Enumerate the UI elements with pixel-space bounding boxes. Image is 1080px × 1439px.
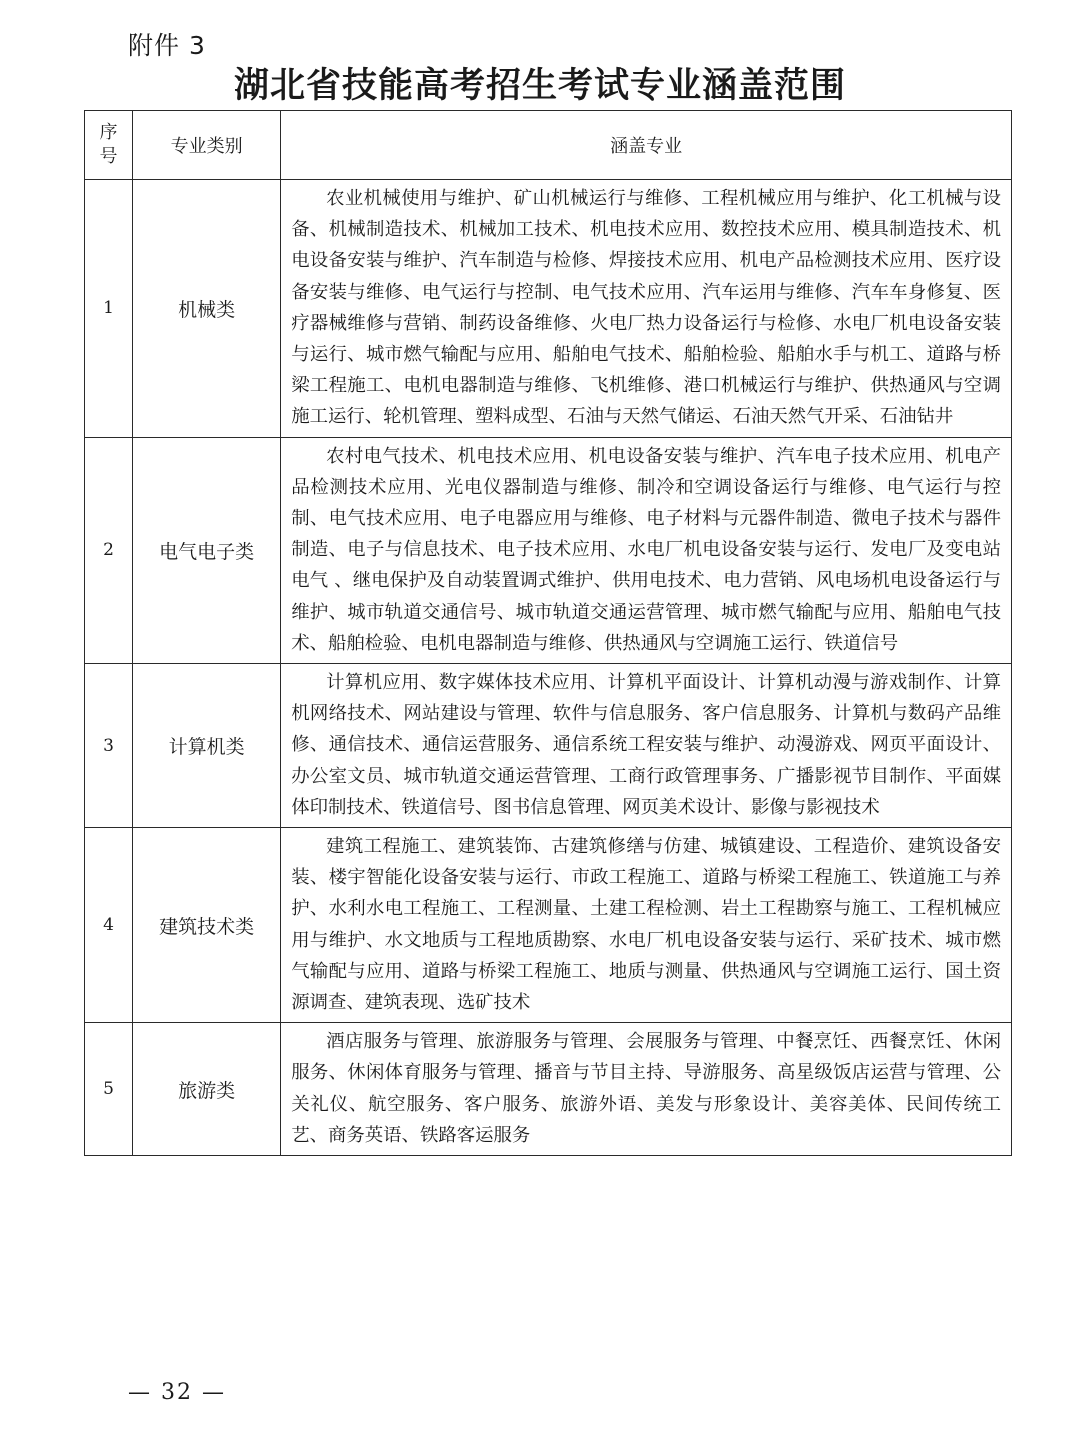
row-majors: 计算机应用、数字媒体技术应用、计算机平面设计、计算机动漫与游戏制作、计算机网络技术、网站建设与管理、软件与信息服务、客户信息服务、计算机与数码产品维修、通信技术、通信运营服务、通信系统工程安装与维护、动漫游戏、网页平面设计、办公室文员、城市轨道交通运营管理、工商行政管理事务、广播影视节目制作、平面媒体印制技术、铁道信号、图书信息管理、网页美术设计、影像与影视技术 <box>281 664 1012 828</box>
table-row <box>85 180 1012 438</box>
column-header-no <box>85 111 133 180</box>
row-number: 2 <box>85 437 133 663</box>
row-number: 1 <box>85 180 133 438</box>
row-number: 3 <box>85 664 133 828</box>
table-row <box>85 828 1012 1023</box>
row-category: 建筑技术类 <box>133 828 281 1023</box>
table-header-row <box>85 111 1012 180</box>
row-majors: 建筑工程施工、建筑装饰、古建筑修缮与仿建、城镇建设、工程造价、建筑设备安装、楼宇智能化设备安装与运行、市政工程施工、道路与桥梁工程施工、铁道施工与养护、水利水电工程施工、工程测量、土建工程检测、岩土工程勘察与施工、工程机械应用与维护、水文地质与工程地质勘察、水电厂机电设备安装与运行、采矿技术、城市燃气输配与应用、道路与桥梁工程施工、地质与测量、供热通风与空调施工运行、国土资源调查、建筑表现、选矿技术 <box>281 828 1012 1023</box>
table-row <box>85 1023 1012 1156</box>
column-header-category: 专业类别 <box>133 111 281 180</box>
row-majors: 农业机械使用与维护、矿山机械运行与维修、工程机械应用与维护、化工机械与设备、机械制造技术、机械加工技术、机电技术应用、数控技术应用、模具制造技术、机电设备安装与维护、汽车制造与检修、焊接技术应用、机电产品检测技术应用、医疗设备安装与维修、电气运行与控制、电气技术应用、汽车运用与维修、汽车车身修复、医疗器械维修与营销、制药设备维修、火电厂热力设备运行与检修、水电厂机电设备安装与运行、城市燃气输配与应用、船舶电气技术、船舶检验、船舶水手与机工、道路与桥梁工程施工、电机电器制造与维修、飞机维修、港口机械运行与维护、供热通风与空调施工运行、轮机管理、塑料成型、石油与天然气储运、石油天然气开采、石油钻井 <box>281 180 1012 438</box>
page-number: — 32 — <box>128 1380 226 1405</box>
table-row <box>85 437 1012 663</box>
document-title: 湖北省技能高考招生考试专业涵盖范围 <box>233 66 846 106</box>
row-category: 机械类 <box>133 180 281 438</box>
row-number: 5 <box>85 1023 133 1156</box>
row-number: 4 <box>85 828 133 1023</box>
table-row <box>85 664 1012 828</box>
row-majors: 农村电气技术、机电技术应用、机电设备安装与维护、汽车电子技术应用、机电产品检测技术应用、光电仪器制造与维修、制冷和空调设备运行与维修、电气运行与控制、电气技术应用、电子电器应用与维修、电子材料与元器件制造、微电子技术与器件制造、电子与信息技术、电子技术应用、水电厂机电设备安装与运行、发电厂及变电站电气 、继电保护及自动装置调式维护、供用电技术、电力营销、风电场机电设备运行与维护、城市轨道交通信号、城市轨道交通运营管理、城市燃气输配与应用、船舶电气技术、船舶检验、电机电器制造与维修、供热通风与空调施工运行、铁道信号 <box>281 437 1012 663</box>
row-category: 电气电子类 <box>133 437 281 663</box>
column-header-majors: 涵盖专业 <box>281 111 1012 180</box>
row-majors: 酒店服务与管理、旅游服务与管理、会展服务与管理、中餐烹饪、西餐烹饪、休闲服务、休闲体育服务与管理、播音与节目主持、导游服务、高星级饭店运营与管理、公关礼仪、航空服务、客户服务、旅游外语、美发与形象设计、美容美体、民间传统工艺、商务英语、铁路客运服务 <box>281 1023 1012 1156</box>
column-header-no-line2: 号 <box>99 146 118 167</box>
majors-scope-table <box>84 110 1012 1156</box>
column-header-no-line1: 序 <box>99 122 118 143</box>
row-category: 旅游类 <box>133 1023 281 1156</box>
row-category: 计算机类 <box>133 664 281 828</box>
attachment-label: 附件 3 <box>128 31 206 60</box>
